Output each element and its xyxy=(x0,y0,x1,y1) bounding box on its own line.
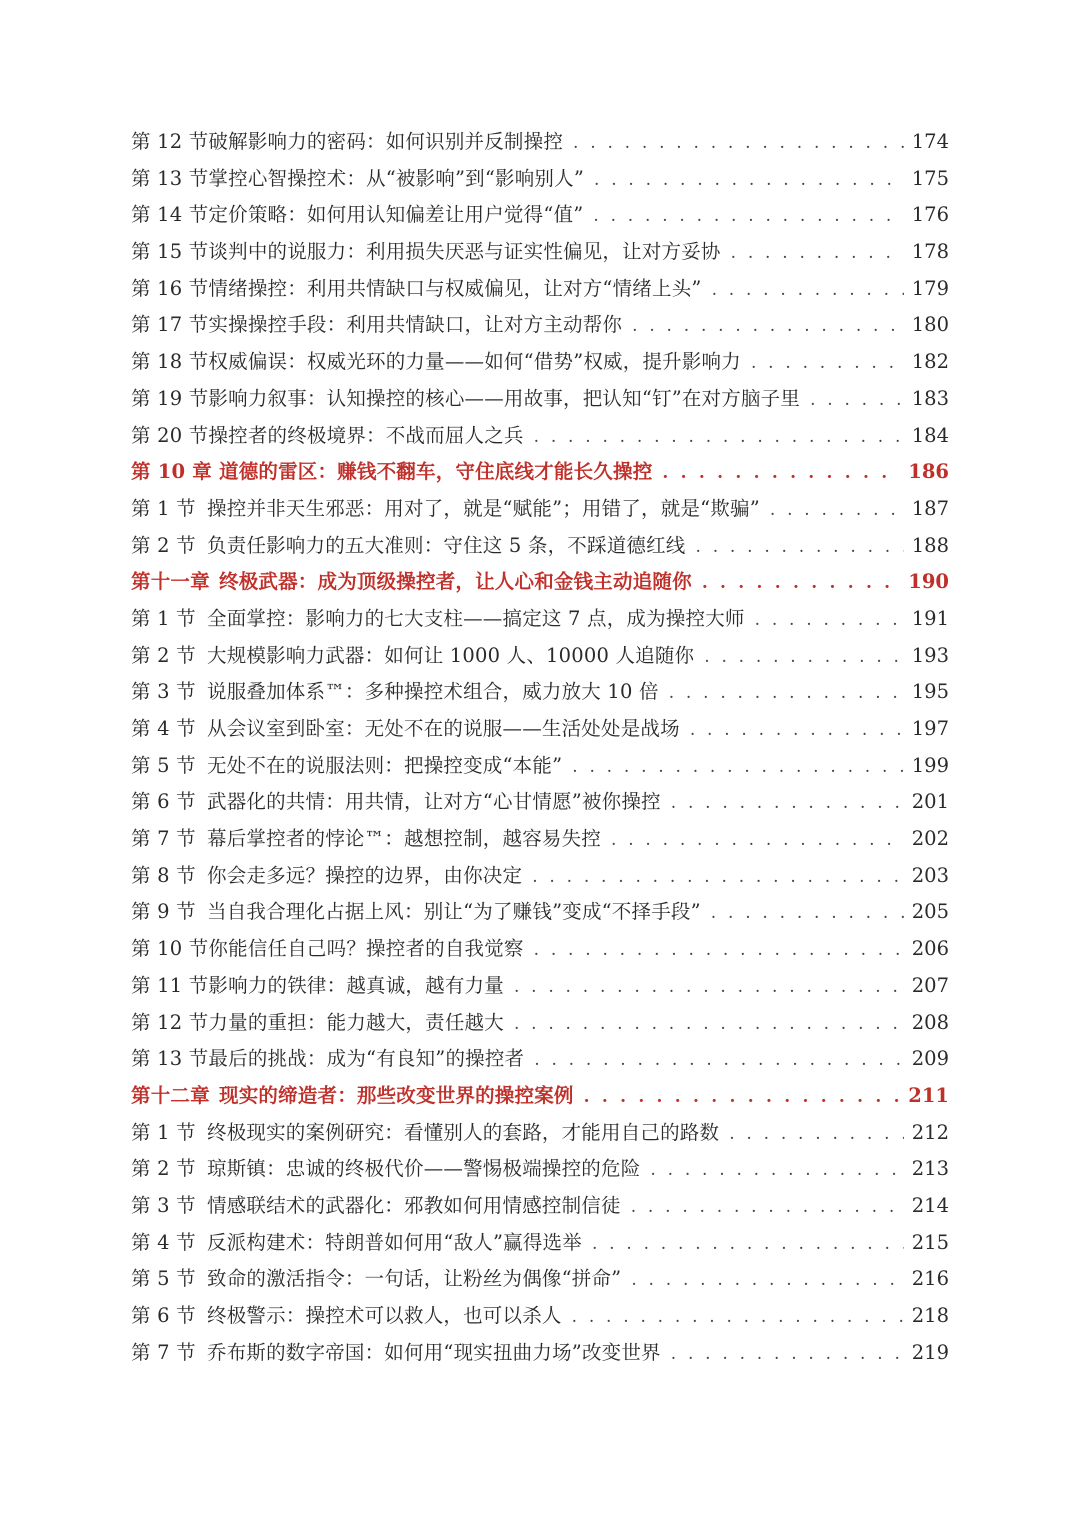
toc-dot-leader xyxy=(572,1307,904,1327)
toc-entry-title: 情绪操控：利用共情缺口与权威偏见，让对方“情绪上头” xyxy=(208,276,702,300)
toc-entry-label xyxy=(131,163,594,191)
toc-entry-title: 幕后掌控者的悖论™：越想控制，越容易失控 xyxy=(207,827,602,851)
toc-entry-page-number: 190 xyxy=(908,570,949,594)
toc-dot-leader xyxy=(671,793,904,813)
toc-entry-number: 第 20 节 xyxy=(131,423,209,447)
toc-entry-label xyxy=(131,1190,631,1218)
toc-entry-label xyxy=(131,1227,592,1255)
toc-entry-page-number: 211 xyxy=(908,1083,949,1107)
toc-section-entry[interactable] xyxy=(131,309,949,346)
toc-entry-title: 操控者的终极境界：不战而屈人之兵 xyxy=(208,423,524,447)
toc-dot-leader xyxy=(671,1344,904,1364)
toc-entry-label xyxy=(131,493,770,521)
toc-entry-title: 你会走多远？操控的边界，由你决定 xyxy=(207,863,523,887)
toc-entry-label xyxy=(131,750,572,778)
toc-entry-label xyxy=(131,1117,729,1145)
toc-entry-page-number: 208 xyxy=(911,1010,949,1034)
toc-entry-label xyxy=(131,970,514,998)
toc-entry-page-number: 197 xyxy=(911,717,949,740)
toc-entry-page-number: 201 xyxy=(911,790,949,814)
toc-entry-label xyxy=(131,1007,514,1035)
toc-entry-title: 武器化的共情：用共情，让对方“心甘情愿”被你操控 xyxy=(207,790,661,814)
toc-entry-title: 影响力的铁律：越真诚，越有力量 xyxy=(208,973,504,997)
toc-entry-page-number: 205 xyxy=(911,900,949,924)
toc-entry-label xyxy=(131,1043,534,1071)
toc-dot-leader xyxy=(770,500,904,520)
toc-dot-leader xyxy=(572,757,904,777)
toc-section-entry[interactable] xyxy=(131,896,949,933)
toc-entry-number: 第 1 节 xyxy=(131,496,196,520)
toc-section-entry[interactable] xyxy=(131,530,949,567)
toc-entry-label xyxy=(131,199,593,227)
toc-entry-title: 乔布斯的数字帝国：如何用“现实扭曲力场”改变世界 xyxy=(207,1340,661,1364)
toc-section-entry[interactable] xyxy=(131,1337,949,1374)
toc-entry-number: 第 1 节 xyxy=(131,606,196,630)
toc-section-entry[interactable] xyxy=(131,823,949,860)
toc-section-entry[interactable] xyxy=(131,1227,949,1264)
toc-entry-number: 第十二章 xyxy=(131,1083,210,1107)
toc-dot-leader xyxy=(729,1124,904,1144)
toc-dot-leader xyxy=(650,1160,903,1180)
toc-entry-number: 第 18 节 xyxy=(131,350,209,374)
table-of-contents xyxy=(131,126,949,1373)
toc-entry-page-number: 176 xyxy=(911,203,949,227)
toc-entry-number: 第 2 节 xyxy=(131,533,196,557)
toc-section-entry[interactable] xyxy=(131,199,949,236)
toc-entry-number: 第 6 节 xyxy=(131,1304,196,1327)
toc-entry-title: 情感联结术的武器化：邪教如何用情感控制信徒 xyxy=(207,1193,621,1217)
toc-entry-title: 影响力叙事：认知操控的核心——用故事，把认知“钉”在对方脑子里 xyxy=(208,386,801,410)
toc-dot-leader xyxy=(696,537,904,557)
toc-section-entry[interactable] xyxy=(131,346,949,383)
toc-dot-leader xyxy=(711,903,904,923)
toc-section-entry[interactable] xyxy=(131,126,949,163)
toc-section-entry[interactable] xyxy=(131,163,949,200)
toc-entry-title: 定价策略：如何用认知偏差让用户觉得“值” xyxy=(208,203,584,227)
toc-entry-title: 终极现实的案例研究：看懂别人的套路，才能用自己的路数 xyxy=(207,1120,720,1144)
toc-section-entry[interactable] xyxy=(131,970,949,1007)
toc-section-entry[interactable] xyxy=(131,383,949,420)
toc-entry-page-number: 199 xyxy=(911,753,949,777)
toc-entry-page-number: 207 xyxy=(911,973,949,997)
toc-entry-number: 第 13 节 xyxy=(131,1047,209,1071)
toc-entry-label xyxy=(131,309,632,337)
toc-section-entry[interactable] xyxy=(131,1043,949,1080)
toc-section-entry[interactable] xyxy=(131,1190,949,1227)
toc-section-entry[interactable] xyxy=(131,786,949,823)
toc-entry-number: 第 10 章 xyxy=(131,460,212,484)
toc-entry-title: 你能信任自己吗？操控者的自我觉察 xyxy=(208,937,524,961)
toc-entry-page-number: 215 xyxy=(911,1230,949,1254)
toc-entry-title: 权威偏误：权威光环的力量——如何“借势”权威，提升影响力 xyxy=(208,350,741,374)
toc-entry-page-number: 202 xyxy=(911,827,949,851)
toc-dot-leader xyxy=(631,1197,904,1217)
toc-entry-page-number: 195 xyxy=(911,680,949,704)
toc-entry-label xyxy=(131,273,712,301)
toc-dot-leader xyxy=(690,720,904,740)
toc-section-entry[interactable] xyxy=(131,420,949,457)
toc-entry-number: 第 2 节 xyxy=(131,1157,196,1181)
toc-entry-label xyxy=(131,1337,671,1365)
toc-entry-number: 第 7 节 xyxy=(131,827,196,851)
toc-entry-page-number: 186 xyxy=(908,460,949,484)
toc-entry-page-number: 180 xyxy=(911,313,949,337)
toc-entry-page-number: 193 xyxy=(911,643,949,667)
toc-dot-leader xyxy=(592,1234,904,1254)
toc-dot-leader xyxy=(810,390,904,410)
toc-entry-page-number: 212 xyxy=(911,1120,949,1144)
toc-section-entry[interactable] xyxy=(131,713,949,750)
toc-entry-page-number: 175 xyxy=(911,166,949,190)
toc-entry-number: 第 8 节 xyxy=(131,863,196,887)
toc-entry-label xyxy=(131,713,690,741)
toc-entry-label xyxy=(131,236,731,264)
toc-entry-title: 致命的激活指令：一句话，让粉丝为偶像“拼命” xyxy=(207,1267,622,1291)
toc-entry-label xyxy=(131,860,532,888)
toc-entry-title: 终极武器：成为顶级操控者，让人心和金钱主动追随你 xyxy=(219,570,692,594)
toc-entry-number: 第 3 节 xyxy=(131,1193,196,1217)
toc-entry-page-number: 209 xyxy=(911,1047,949,1071)
toc-dot-leader xyxy=(755,610,904,630)
toc-entry-label xyxy=(131,896,711,924)
toc-chapter-entry[interactable] xyxy=(131,456,949,493)
toc-entry-page-number: 213 xyxy=(911,1157,949,1181)
toc-section-entry[interactable] xyxy=(131,1007,949,1044)
toc-entry-title: 琼斯镇：忠诚的终极代价——警惕极端操控的危险 xyxy=(207,1157,641,1181)
toc-entry-number: 第 19 节 xyxy=(131,386,209,410)
toc-section-entry[interactable] xyxy=(131,676,949,713)
toc-dot-leader xyxy=(662,463,900,483)
toc-dot-leader xyxy=(573,133,904,153)
toc-entry-label xyxy=(131,346,751,374)
toc-entry-number: 第 4 节 xyxy=(131,717,196,740)
toc-dot-leader xyxy=(534,1050,904,1070)
toc-entry-number: 第 3 节 xyxy=(131,680,196,704)
toc-entry-label xyxy=(131,420,534,448)
toc-dot-leader xyxy=(514,1014,904,1034)
toc-entry-page-number: 203 xyxy=(911,863,949,887)
toc-entry-page-number: 187 xyxy=(911,496,949,520)
toc-entry-title: 当自我合理化占据上风：别让“为了赚钱”变成“不择手段” xyxy=(207,900,701,924)
toc-entry-label xyxy=(131,676,669,704)
toc-entry-page-number: 206 xyxy=(911,937,949,961)
toc-section-entry[interactable] xyxy=(131,493,949,530)
toc-entry-label xyxy=(131,456,662,484)
toc-entry-label xyxy=(131,126,573,154)
toc-entry-title: 从会议室到卧室：无处不在的说服——生活处处是战场 xyxy=(207,717,680,740)
toc-entry-page-number: 179 xyxy=(911,276,949,300)
toc-section-entry[interactable] xyxy=(131,750,949,787)
toc-entry-page-number: 183 xyxy=(911,386,949,410)
toc-entry-title: 道德的雷区：赚钱不翻车，守住底线才能长久操控 xyxy=(219,460,653,484)
toc-dot-leader xyxy=(632,316,904,336)
toc-chapter-entry[interactable] xyxy=(131,1080,949,1117)
toc-dot-leader xyxy=(631,1270,903,1290)
toc-entry-number: 第 13 节 xyxy=(131,166,209,190)
toc-entry-title: 反派构建术：特朗普如何用“敌人”赢得选举 xyxy=(207,1230,582,1254)
toc-entry-number: 第 7 节 xyxy=(131,1340,196,1364)
toc-entry-number: 第 11 节 xyxy=(131,973,209,997)
toc-dot-leader xyxy=(731,243,904,263)
toc-entry-page-number: 219 xyxy=(911,1340,949,1364)
toc-entry-label xyxy=(131,603,755,631)
toc-dot-leader xyxy=(593,206,903,226)
toc-entry-number: 第 5 节 xyxy=(131,1267,196,1291)
toc-entry-page-number: 216 xyxy=(911,1267,949,1291)
toc-entry-label xyxy=(131,383,810,411)
toc-entry-title: 负责任影响力的五大准则：守住这 5 条，不踩道德红线 xyxy=(207,533,686,557)
toc-dot-leader xyxy=(611,830,904,850)
toc-dot-leader xyxy=(751,353,904,373)
toc-entry-title: 破解影响力的密码：如何识别并反制操控 xyxy=(208,130,564,153)
toc-entry-page-number: 178 xyxy=(911,240,949,264)
toc-entry-number: 第 12 节 xyxy=(131,1010,209,1034)
toc-entry-number: 第 1 节 xyxy=(131,1120,196,1144)
toc-section-entry[interactable] xyxy=(131,1300,949,1337)
toc-entry-number: 第 9 节 xyxy=(131,900,196,924)
toc-entry-number: 第 12 节 xyxy=(131,130,209,153)
toc-entry-page-number: 184 xyxy=(911,423,949,447)
toc-dot-leader xyxy=(704,647,904,667)
toc-dot-leader xyxy=(669,683,904,703)
toc-dot-leader xyxy=(584,1087,901,1107)
toc-dot-leader xyxy=(702,573,900,593)
toc-entry-label xyxy=(131,1263,631,1291)
toc-entry-label xyxy=(131,530,696,558)
toc-entry-title: 终极警示：操控术可以救人，也可以杀人 xyxy=(207,1304,562,1327)
toc-dot-leader xyxy=(534,940,904,960)
toc-entry-number: 第 15 节 xyxy=(131,240,209,264)
toc-section-entry[interactable] xyxy=(131,933,949,970)
toc-section-entry[interactable] xyxy=(131,860,949,897)
toc-dot-leader xyxy=(532,867,904,887)
toc-entry-number: 第十一章 xyxy=(131,570,210,594)
toc-entry-label xyxy=(131,1300,572,1328)
toc-section-entry[interactable] xyxy=(131,603,949,640)
toc-entry-page-number: 214 xyxy=(911,1193,949,1217)
toc-entry-number: 第 2 节 xyxy=(131,643,196,667)
toc-section-entry[interactable] xyxy=(131,1153,949,1190)
toc-entry-title: 全面掌控：影响力的七大支柱——搞定这 7 点，成为操控大师 xyxy=(207,606,745,630)
toc-entry-label xyxy=(131,823,611,851)
toc-entry-title: 说服叠加体系™：多种操控术组合，威力放大 10 倍 xyxy=(207,680,659,704)
toc-entry-label xyxy=(131,566,702,594)
toc-entry-title: 实操操控手段：利用共情缺口，让对方主动帮你 xyxy=(208,313,623,337)
toc-entry-number: 第 10 节 xyxy=(131,937,209,961)
toc-entry-title: 现实的缔造者：那些改变世界的操控案例 xyxy=(219,1083,574,1107)
toc-entry-page-number: 191 xyxy=(911,606,949,630)
toc-section-entry[interactable] xyxy=(131,1263,949,1300)
toc-entry-title: 力量的重担：能力越大，责任越大 xyxy=(208,1010,504,1034)
toc-entry-label xyxy=(131,640,704,668)
toc-dot-leader xyxy=(514,977,904,997)
toc-entry-number: 第 14 节 xyxy=(131,203,209,227)
toc-entry-page-number: 174 xyxy=(911,130,949,153)
toc-entry-title: 掌控心智操控术：从“被影响”到“影响别人” xyxy=(208,166,584,190)
toc-dot-leader xyxy=(534,427,904,447)
toc-section-entry[interactable] xyxy=(131,1117,949,1154)
toc-entry-number: 第 16 节 xyxy=(131,276,209,300)
toc-section-entry[interactable] xyxy=(131,236,949,273)
toc-section-entry[interactable] xyxy=(131,640,949,677)
toc-chapter-entry[interactable] xyxy=(131,566,949,603)
toc-entry-number: 第 4 节 xyxy=(131,1230,196,1254)
toc-entry-number: 第 6 节 xyxy=(131,790,196,814)
toc-entry-page-number: 182 xyxy=(911,350,949,374)
toc-dot-leader xyxy=(712,280,904,300)
toc-entry-number: 第 5 节 xyxy=(131,753,196,777)
toc-entry-label xyxy=(131,933,534,961)
toc-entry-title: 最后的挑战：成为“有良知”的操控者 xyxy=(208,1047,525,1071)
toc-entry-title: 操控并非天生邪恶：用对了，就是“赋能”；用错了，就是“欺骗” xyxy=(207,496,760,520)
toc-entry-label xyxy=(131,1153,650,1181)
toc-entry-label xyxy=(131,786,671,814)
toc-entry-title: 谈判中的说服力：利用损失厌恶与证实性偏见，让对方妥协 xyxy=(208,240,721,264)
toc-entry-page-number: 218 xyxy=(911,1304,949,1327)
toc-entry-title: 无处不在的说服法则：把操控变成“本能” xyxy=(207,753,563,777)
toc-entry-label xyxy=(131,1080,584,1108)
toc-entry-page-number: 188 xyxy=(911,533,949,557)
toc-dot-leader xyxy=(594,170,904,190)
toc-section-entry[interactable] xyxy=(131,273,949,310)
toc-entry-number: 第 17 节 xyxy=(131,313,209,337)
toc-entry-title: 大规模影响力武器：如何让 1000 人、10000 人追随你 xyxy=(207,643,695,667)
